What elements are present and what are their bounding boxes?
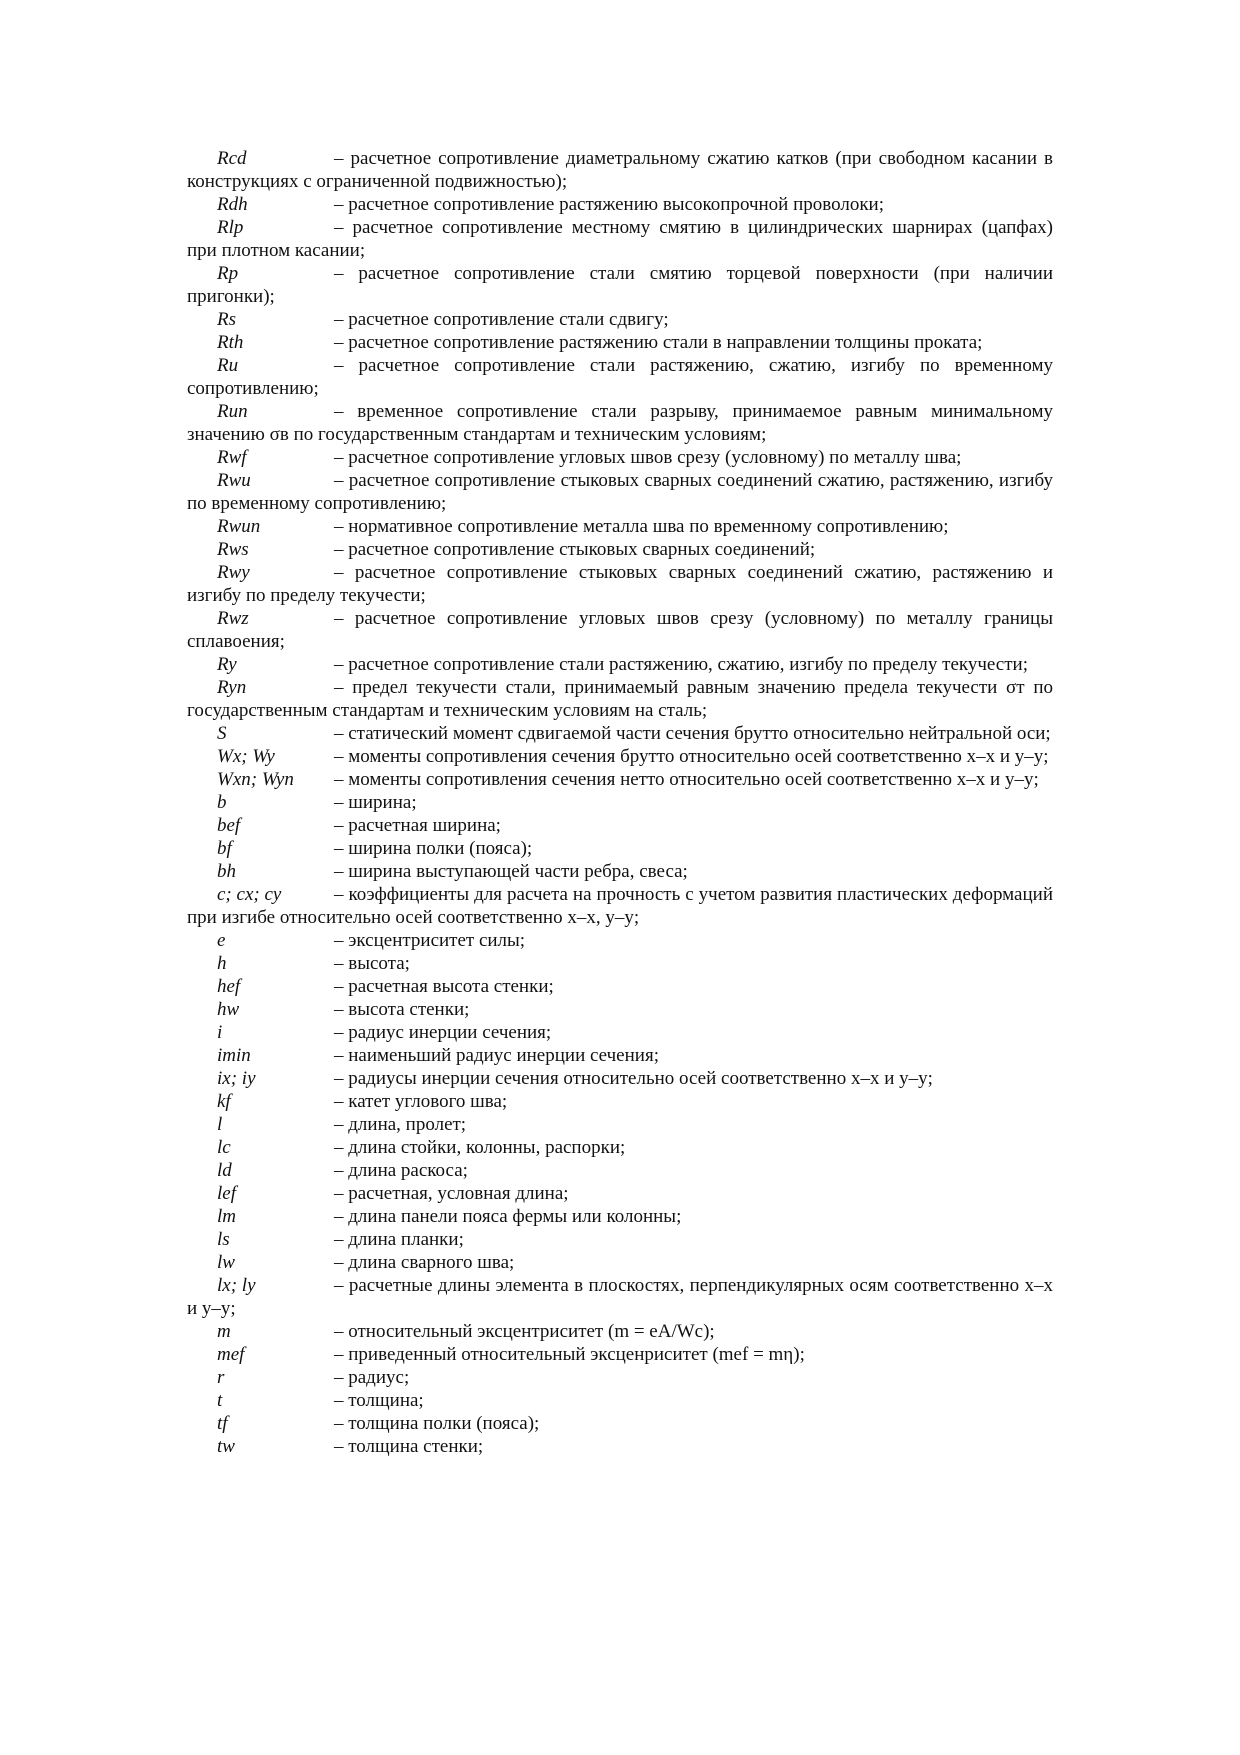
list-item: [187, 722, 1053, 745]
list-item: [187, 538, 1053, 561]
symbol: lef: [217, 1183, 236, 1204]
symbol: Wx; Wy: [217, 746, 275, 767]
definition: – приведенный относительный эксценриситет (mef = mη);: [334, 1344, 805, 1365]
list-item: [187, 745, 1053, 768]
definition: – высота стенки;: [334, 999, 470, 1020]
list-item: [187, 446, 1053, 469]
list-item: [187, 1113, 1053, 1136]
definition: – длина планки;: [334, 1229, 464, 1250]
list-item: [187, 929, 1053, 952]
symbol: h: [217, 953, 227, 974]
symbol: kf: [217, 1091, 231, 1112]
symbol: Rwy: [217, 562, 250, 583]
list-item: [187, 1090, 1053, 1113]
list-item: [187, 561, 1053, 607]
definition: – временное сопротивление стали разрыву, принимаемое равным минимальному значению σв по государственным стандартам и техническим условиям;: [187, 401, 1053, 445]
list-item: [187, 883, 1053, 929]
definition: – длина стойки, колонны, распорки;: [334, 1137, 626, 1158]
definition: – радиус;: [334, 1367, 410, 1388]
definition: – толщина стенки;: [334, 1436, 484, 1457]
symbol: lw: [217, 1252, 235, 1273]
definition: – расчетное сопротивление растяжению высокопрочной проволоки;: [334, 194, 885, 215]
list-item: [187, 860, 1053, 883]
definition: – расчетное сопротивление угловых швов срезу (условному) по металлу границы сплавоения;: [187, 608, 1053, 652]
symbol: Ry: [217, 654, 237, 675]
symbol: Rdh: [217, 194, 248, 215]
definition: – наименьший радиус инерции сечения;: [334, 1045, 659, 1066]
definition: – расчетное сопротивление стали растяжению, сжатию, изгибу по временному сопротивлению;: [187, 355, 1053, 399]
symbol: ls: [217, 1229, 230, 1250]
symbol: hef: [217, 976, 241, 997]
definition: – расчетное сопротивление стыковых сварных соединений сжатию, растяжению и изгибу по пределу текучести;: [187, 562, 1053, 606]
list-item: [187, 1251, 1053, 1274]
symbol: lc: [217, 1137, 231, 1158]
symbol: c; cx; cy: [217, 884, 282, 905]
definition: – предел текучести стали, принимаемый равным значению предела текучести σт по государственным стандартам и техническим условиям на сталь;: [187, 677, 1053, 721]
symbol: tf: [217, 1413, 228, 1434]
symbol: Rth: [217, 332, 244, 353]
definition: – относительный эксцентриситет (m = eA/Wc);: [334, 1321, 715, 1342]
list-item: [187, 1228, 1053, 1251]
list-item: [187, 1320, 1053, 1343]
symbol: ix; iy: [217, 1068, 256, 1089]
symbol: hw: [217, 999, 240, 1020]
list-item: [187, 1182, 1053, 1205]
symbol: Ru: [217, 355, 239, 376]
symbol: bf: [217, 838, 232, 859]
symbol: S: [217, 723, 227, 744]
list-item: [187, 1205, 1053, 1228]
definition: – статический момент сдвигаемой части сечения брутто относительно нейтральной оси;: [334, 723, 1051, 744]
definition: – длина, пролет;: [334, 1114, 467, 1135]
definition: – расчетное сопротивление стыковых сварных соединений сжатию, растяжению, изгибу по временному сопротивлению;: [187, 470, 1053, 514]
definition: – катет углового шва;: [334, 1091, 508, 1112]
symbol: ld: [217, 1160, 232, 1181]
list-item: [187, 791, 1053, 814]
symbol: Rws: [217, 539, 249, 560]
definition: – эксцентриситет силы;: [334, 930, 526, 951]
definition: – расчетная ширина;: [334, 815, 501, 836]
list-item: [187, 998, 1053, 1021]
symbol: Ryn: [217, 677, 247, 698]
symbol: Rlp: [217, 217, 244, 238]
symbol: bh: [217, 861, 236, 882]
definition: – расчетное сопротивление диаметральному сжатию катков (при свободном касании в конструкциях с ограниченной подвижностью);: [187, 148, 1053, 192]
symbol: Rwun: [217, 516, 261, 537]
list-item: [187, 400, 1053, 446]
list-item: [187, 216, 1053, 262]
definition: – расчетное сопротивление местному смятию в цилиндрических шарнирах (цапфах) при плотном касании;: [187, 217, 1053, 261]
list-item: [187, 1136, 1053, 1159]
list-item: [187, 331, 1053, 354]
symbol: lm: [217, 1206, 236, 1227]
definition: – ширина полки (пояса);: [334, 838, 533, 859]
definition: – расчетное сопротивление стыковых сварных соединений;: [334, 539, 816, 560]
definition: – нормативное сопротивление металла шва по временному сопротивлению;: [334, 516, 949, 537]
list-item: [187, 308, 1053, 331]
symbol: i: [217, 1022, 223, 1043]
definition: – ширина;: [334, 792, 417, 813]
symbol: m: [217, 1321, 231, 1342]
definition: – длина раскоса;: [334, 1160, 468, 1181]
list-item: [187, 653, 1053, 676]
definition: – расчетное сопротивление угловых швов срезу (условному) по металлу шва;: [334, 447, 962, 468]
symbol: lx; ly: [217, 1275, 256, 1296]
definition: – расчетные длины элемента в плоскостях, перпендикулярных осям соответственно x–x и y–y;: [187, 1275, 1053, 1319]
definition: – расчетное сопротивление стали смятию торцевой поверхности (при наличии пригонки);: [187, 263, 1053, 307]
definition: – радиус инерции сечения;: [334, 1022, 552, 1043]
symbol: Rwu: [217, 470, 251, 491]
symbol: l: [217, 1114, 223, 1135]
list-item: [187, 1366, 1053, 1389]
list-item: [187, 768, 1053, 791]
definition: – ширина выступающей части ребра, свеса;: [334, 861, 688, 882]
list-item: [187, 952, 1053, 975]
symbol: b: [217, 792, 227, 813]
list-item: [187, 814, 1053, 837]
list-item: [187, 1067, 1053, 1090]
definition: – длина панели пояса фермы или колонны;: [334, 1206, 682, 1227]
list-item: [187, 1021, 1053, 1044]
symbol: Wxn; Wyn: [217, 769, 294, 790]
symbol: Rwz: [217, 608, 249, 629]
definition: – радиусы инерции сечения относительно осей соответственно x–x и y–y;: [334, 1068, 933, 1089]
symbol: e: [217, 930, 226, 951]
list-item: [187, 676, 1053, 722]
symbol-list: [187, 147, 1053, 1458]
symbol: tw: [217, 1436, 235, 1457]
definition: – толщина полки (пояса);: [334, 1413, 540, 1434]
symbol: Rcd: [217, 148, 247, 169]
definition: – расчетная, условная длина;: [334, 1183, 569, 1204]
symbol: Run: [217, 401, 248, 422]
list-item: [187, 1044, 1053, 1067]
symbol: bef: [217, 815, 241, 836]
definition: – расчетная высота стенки;: [334, 976, 554, 997]
list-item: [187, 1274, 1053, 1320]
list-item: [187, 469, 1053, 515]
list-item: [187, 193, 1053, 216]
list-item: [187, 147, 1053, 193]
definition: – длина сварного шва;: [334, 1252, 515, 1273]
definition: – толщина;: [334, 1390, 424, 1411]
definition: – высота;: [334, 953, 410, 974]
definition: – расчетное сопротивление растяжению стали в направлении толщины проката;: [334, 332, 983, 353]
list-item: [187, 515, 1053, 538]
symbol: imin: [217, 1045, 251, 1066]
list-item: [187, 837, 1053, 860]
symbol: Rwf: [217, 447, 247, 468]
list-item: [187, 1412, 1053, 1435]
list-item: [187, 1343, 1053, 1366]
symbol: r: [217, 1367, 225, 1388]
symbol: Rs: [217, 309, 236, 330]
definition: – расчетное сопротивление стали растяжению, сжатию, изгибу по пределу текучести;: [334, 654, 1028, 675]
list-item: [187, 1435, 1053, 1458]
definition: – коэффициенты для расчета на прочность с учетом развития пластических деформаций при изгибе относительно осей соответственно x–x, y–y;: [187, 884, 1053, 928]
list-item: [187, 975, 1053, 998]
list-item: [187, 262, 1053, 308]
definition: – моменты сопротивления сечения нетто относительно осей соответственно x–x и y–y;: [334, 769, 1039, 790]
definition: – моменты сопротивления сечения брутто относительно осей соответственно x–x и y–y;: [334, 746, 1049, 767]
definition: – расчетное сопротивление стали сдвигу;: [334, 309, 669, 330]
symbol: t: [217, 1390, 223, 1411]
list-item: [187, 354, 1053, 400]
symbol: Rp: [217, 263, 239, 284]
list-item: [187, 1389, 1053, 1412]
symbol: mef: [217, 1344, 245, 1365]
list-item: [187, 1159, 1053, 1182]
list-item: [187, 607, 1053, 653]
